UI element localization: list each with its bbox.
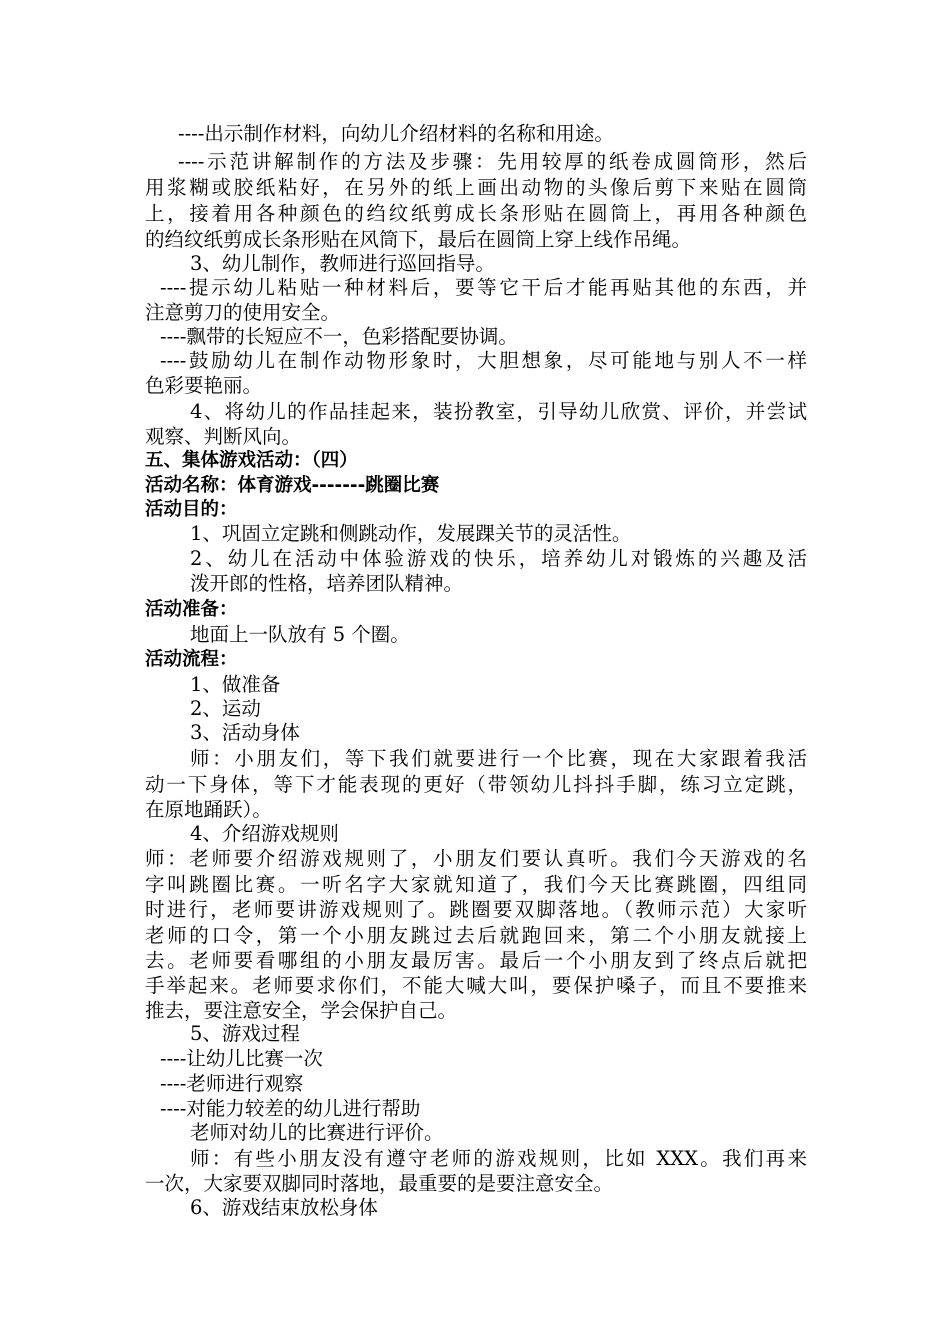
subheading-goals: 活动目的： [145, 499, 238, 520]
text-line: 5、游戏过程 [190, 1022, 300, 1045]
text-line: 用浆糊或胶纸粘好，在另外的纸上画出动物的头像后剪下来贴在圆筒 [145, 176, 807, 199]
text-line: 1、做准备 [190, 673, 281, 696]
text-line: 色彩要艳丽。 [145, 374, 263, 397]
text-line: 师：小朋友们，等下我们就要进行一个比赛，现在大家跟着我活 [190, 747, 807, 770]
text-line: ----出示制作材料，向幼儿介绍材料的名称和用途。 [178, 122, 614, 145]
text-line: ----对能力较差的幼儿进行帮助 [160, 1097, 421, 1120]
text-line: 推去，要注意安全，学会保护自己。 [145, 999, 458, 1022]
text-line: 6、游戏结束放松身体 [190, 1196, 378, 1219]
text-line: 时进行，老师要讲游戏规则了。跳圈要双脚落地。（教师示范）大家听 [145, 898, 807, 921]
text-line: 2、运动 [190, 697, 261, 720]
subheading-process: 活动流程： [145, 649, 238, 670]
section-heading: 五、集体游戏活动：（四） [145, 450, 358, 471]
text-line: ----示范讲解制作的方法及步骤：先用较厚的纸卷成圆筒形，然后 [178, 150, 807, 173]
text-line: 一次，大家要双脚同时落地，最重要的是要注意安全。 [145, 1172, 614, 1195]
text-line: ----飘带的长短应不一，色彩搭配要协调。 [160, 325, 518, 348]
text-line: 在原地踊跃）。 [145, 798, 272, 821]
text-line: 3、活动身体 [190, 721, 300, 744]
text-line: 泼开郎的性格，培养团队精神。 [190, 572, 464, 595]
text-line: 注意剪刀的使用安全。 [145, 301, 341, 324]
text-line: ----鼓励幼儿在制作动物形象时，大胆想象，尽可能地与别人不一样 [160, 349, 807, 372]
text-line: ----提示幼儿粘贴一种材料后，要等它干后才能再贴其他的东西，并 [160, 276, 807, 299]
text-line: 手举起来。老师要求你们，不能大喊大叫，要保护嗓子，而且不要推来 [145, 974, 807, 997]
text-line: 的绉纹纸剪成长条形贴在风筒下，最后在圆筒上穿上线作吊绳。 [145, 228, 692, 251]
text-line: 上，接着用各种颜色的绉纹纸剪成长条形贴在圆筒上，再用各种颜色 [145, 202, 807, 225]
subheading-preparation: 活动准备： [145, 599, 238, 620]
text-line: 地面上一队放有 5 个圈。 [190, 623, 410, 646]
text-line: ----老师进行观察 [160, 1072, 304, 1095]
text-line: ----让幼儿比赛一次 [160, 1047, 323, 1070]
text-line: 动一下身体，等下才能表现的更好（带领幼儿抖抖手脚，练习立定跳， [145, 773, 807, 796]
text-line: 老师对幼儿的比赛进行评价。 [190, 1121, 444, 1144]
text-line: 老师的口令，第一个小朋友跳过去后就跑回来，第二个小朋友就接上 [145, 924, 807, 947]
text-line: 观察、判断风向。 [145, 425, 302, 448]
text-line: 师：老师要介绍游戏规则了，小朋友们要认真听。我们今天游戏的名 [145, 847, 807, 870]
text-line: 3、幼儿制作，教师进行巡回指导。 [190, 252, 495, 275]
text-line: 4、将幼儿的作品挂起来，装扮教室，引导幼儿欣赏、评价，并尝试 [190, 400, 807, 423]
text-line: 4、介绍游戏规则 [190, 822, 339, 845]
text-line: 师：有些小朋友没有遵守老师的游戏规则，比如 XXX。我们再来 [190, 1147, 807, 1170]
text-line: 字叫跳圈比赛。一听名字大家就知道了，我们今天比赛跳圈，四组同 [145, 873, 807, 896]
text-line: 去。老师要看哪组的小朋友最厉害。最后一个小朋友到了终点后就把 [145, 949, 807, 972]
text-line: 1、巩固立定跳和侧跳动作，发展踝关节的灵活性。 [190, 522, 632, 545]
text-line: 2、幼儿在活动中体验游戏的快乐，培养幼儿对锻炼的兴趣及活 [190, 547, 807, 570]
activity-name: 活动名称：体育游戏-------跳圈比赛 [145, 475, 440, 496]
